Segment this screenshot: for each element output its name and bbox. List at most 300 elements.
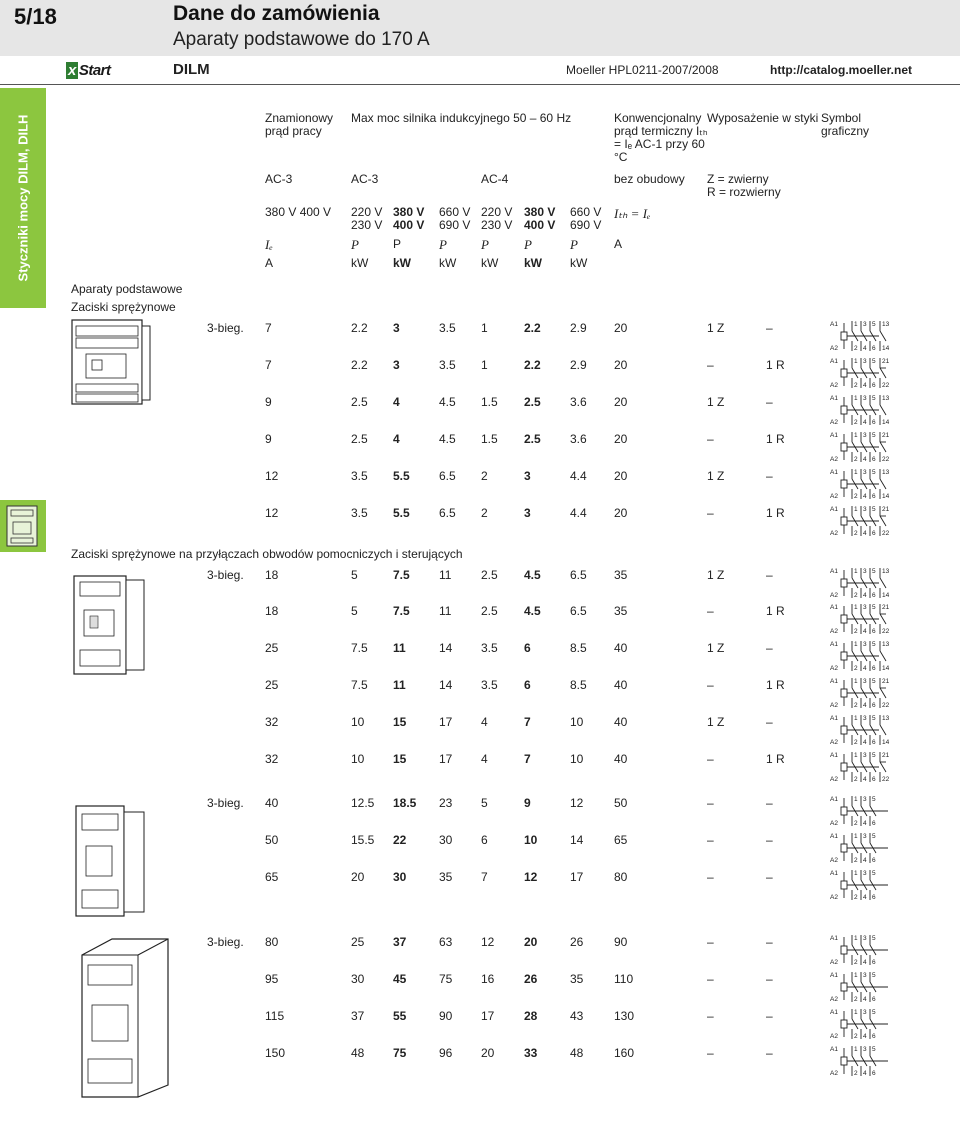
pole-terminal-bottom: 2 xyxy=(854,857,858,864)
table-cell-p6: 8.5 xyxy=(570,678,587,692)
table-cell-ie: 9 xyxy=(265,395,272,409)
table-cell-p4: 1 xyxy=(481,358,488,372)
table-cell-p5: 6 xyxy=(524,641,531,655)
catalog-reference: Moeller HPL0211-2007/2008 xyxy=(566,63,719,77)
table-cell-p3: 23 xyxy=(439,796,453,810)
coil-terminal-a2: A2 xyxy=(830,530,838,537)
pole-terminal-top: 1 xyxy=(854,469,858,476)
coil-shape xyxy=(841,763,847,771)
table-cell-ith: 40 xyxy=(614,641,628,655)
coil-shape xyxy=(841,689,847,697)
table-cell-p6: 10 xyxy=(570,715,584,729)
no-enclosure-label: bez obudowy xyxy=(614,172,685,186)
table-cell-p2: 75 xyxy=(393,1046,407,1060)
table-cell-p6: 3.6 xyxy=(570,395,587,409)
symbol-cell xyxy=(830,794,892,831)
table-cell-r: – xyxy=(766,469,773,483)
pole-terminal-top: 5 xyxy=(872,641,876,648)
table-cell-ie: 12 xyxy=(265,506,279,520)
aux-contact-blade xyxy=(880,442,886,452)
coil-shape xyxy=(841,615,847,623)
pole-terminal-top: 3 xyxy=(863,432,867,439)
table-cell-p5: 20 xyxy=(524,935,538,949)
table-cell-p5: 3 xyxy=(524,469,531,483)
table-cell-p1: 12.5 xyxy=(351,796,375,810)
aux-contact-blade xyxy=(880,762,886,772)
table-cell-p3: 11 xyxy=(439,604,452,618)
pole-terminal-top: 3 xyxy=(863,678,867,685)
table-cell-p6: 4.4 xyxy=(570,506,587,520)
col-symbol: Symbol graficzny xyxy=(821,111,870,138)
table-cell-p2: 15 xyxy=(393,752,407,766)
table-cell-ie: 25 xyxy=(265,641,279,655)
table-cell-p2: 15 xyxy=(393,715,407,729)
table-cell-p6: 14 xyxy=(570,833,584,847)
coil-shape xyxy=(841,369,847,377)
pole-terminal-bottom: 2 xyxy=(854,1033,858,1040)
product-image-dilm80 xyxy=(72,935,172,1103)
table-cell-p2: 4 xyxy=(393,432,400,446)
contact-symbol-icon xyxy=(830,319,892,353)
pole-terminal-bottom: 6 xyxy=(872,1070,876,1077)
table-cell-p5: 28 xyxy=(524,1009,538,1023)
pole-terminal-bottom: 2 xyxy=(854,702,858,709)
aux-terminal-bottom: 14 xyxy=(882,345,890,352)
aux-terminal-bottom: 22 xyxy=(882,628,890,635)
aux-contact-blade xyxy=(880,651,886,661)
table-cell-p4: 6 xyxy=(481,833,488,847)
pole-terminal-bottom: 2 xyxy=(854,739,858,746)
pole-terminal-top: 1 xyxy=(854,604,858,611)
symbol-cell xyxy=(830,319,892,356)
pole-terminal-top: 1 xyxy=(854,641,858,648)
pole-terminal-top: 1 xyxy=(854,395,858,402)
table-cell-ie: 18 xyxy=(265,604,279,618)
aux-terminal-bottom: 22 xyxy=(882,776,890,783)
table-cell-z: – xyxy=(707,972,714,986)
pole-label-4: 3-bieg. xyxy=(207,935,244,949)
coil-terminal-a1: A1 xyxy=(830,506,838,513)
table-cell-p5: 12 xyxy=(524,870,538,884)
table-cell-p3: 14 xyxy=(439,641,453,655)
symbol-cell xyxy=(830,750,892,787)
symbol-cell xyxy=(830,602,892,639)
table-cell-p5: 33 xyxy=(524,1046,538,1060)
unit-kw-1: kW xyxy=(351,256,369,270)
pole-terminal-bottom: 4 xyxy=(863,592,867,599)
side-tab-label: Styczniki mocy DILM, DILH xyxy=(15,114,31,282)
pole-terminal-bottom: 4 xyxy=(863,493,867,500)
contact-symbol-icon xyxy=(830,750,892,784)
table-cell-ie: 40 xyxy=(265,796,279,810)
table-cell-p6: 3.6 xyxy=(570,432,587,446)
coil-terminal-a1: A1 xyxy=(830,752,838,759)
symbol-p-3: P xyxy=(439,237,447,252)
contact-symbol-icon xyxy=(830,970,892,1004)
table-cell-p2: 4 xyxy=(393,395,400,409)
table-cell-r: 1 R xyxy=(766,752,785,766)
contact-symbol-icon xyxy=(830,676,892,710)
logo-text: Start xyxy=(78,62,111,79)
coil-terminal-a2: A2 xyxy=(830,894,838,901)
table-cell-z: – xyxy=(707,678,714,692)
table-cell-p2: 3 xyxy=(393,358,400,372)
pole-terminal-bottom: 4 xyxy=(863,702,867,709)
pole-terminal-top: 1 xyxy=(854,1009,858,1016)
coil-terminal-a2: A2 xyxy=(830,857,838,864)
table-cell-ie: 32 xyxy=(265,715,279,729)
table-cell-r: 1 R xyxy=(766,604,785,618)
table-cell-p4: 1.5 xyxy=(481,432,498,446)
pole-terminal-top: 5 xyxy=(872,1046,876,1053)
table-cell-p1: 3.5 xyxy=(351,469,368,483)
table-cell-p4: 16 xyxy=(481,972,495,986)
table-cell-r: – xyxy=(766,321,773,335)
voltage-380-400-bold: 380 V 400 V xyxy=(393,205,425,232)
coil-terminal-a2: A2 xyxy=(830,456,838,463)
coil-terminal-a2: A2 xyxy=(830,628,838,635)
table-cell-z: 1 Z xyxy=(707,469,725,483)
table-cell-p4: 3.5 xyxy=(481,678,498,692)
table-cell-p4: 2.5 xyxy=(481,604,498,618)
coil-shape xyxy=(841,844,847,852)
pole-terminal-top: 3 xyxy=(863,833,867,840)
coil-shape xyxy=(841,517,847,525)
pole-terminal-top: 3 xyxy=(863,715,867,722)
contact-symbol-icon xyxy=(830,504,892,538)
aux-contact-blade xyxy=(880,688,886,698)
coil-terminal-a1: A1 xyxy=(830,715,838,722)
pole-terminal-bottom: 6 xyxy=(872,345,876,352)
aux-terminal-bottom: 14 xyxy=(882,739,890,746)
voltage-380-400-ac4: 380 V 400 V xyxy=(524,205,556,232)
table-cell-z: – xyxy=(707,432,714,446)
aux-terminal-top: 13 xyxy=(882,568,890,575)
coil-shape xyxy=(841,983,847,991)
table-cell-p1: 2.2 xyxy=(351,321,368,335)
table-cell-r: – xyxy=(766,796,773,810)
pole-terminal-top: 3 xyxy=(863,1009,867,1016)
pole-terminal-top: 5 xyxy=(872,321,876,328)
pole-terminal-bottom: 4 xyxy=(863,820,867,827)
table-cell-p6: 48 xyxy=(570,1046,584,1060)
voltage-380-400: 380 V 400 V xyxy=(265,205,332,219)
table-cell-r: – xyxy=(766,870,773,884)
coil-shape xyxy=(841,946,847,954)
table-cell-p4: 17 xyxy=(481,1009,495,1023)
table-cell-r: 1 R xyxy=(766,358,785,372)
symbol-cell xyxy=(830,639,892,676)
coil-terminal-a2: A2 xyxy=(830,996,838,1003)
coil-terminal-a2: A2 xyxy=(830,1070,838,1077)
symbol-p-2: P xyxy=(393,237,402,251)
table-cell-p3: 75 xyxy=(439,972,453,986)
table-cell-p3: 11 xyxy=(439,568,452,582)
table-cell-p2: 5.5 xyxy=(393,469,410,483)
logo-x: x xyxy=(68,62,76,79)
pole-terminal-top: 5 xyxy=(872,604,876,611)
table-cell-z: – xyxy=(707,796,714,810)
table-cell-z: – xyxy=(707,358,714,372)
table-cell-p6: 2.9 xyxy=(570,358,587,372)
pole-terminal-top: 3 xyxy=(863,641,867,648)
symbol-cell xyxy=(830,676,892,713)
pole-terminal-top: 3 xyxy=(863,358,867,365)
coil-terminal-a2: A2 xyxy=(830,665,838,672)
table-cell-r: – xyxy=(766,395,773,409)
pole-terminal-top: 1 xyxy=(854,972,858,979)
table-cell-p5: 4.5 xyxy=(524,604,541,618)
pole-terminal-top: 3 xyxy=(863,935,867,942)
contact-symbol-icon xyxy=(830,602,892,636)
symbol-cell xyxy=(830,467,892,504)
pole-terminal-top: 1 xyxy=(854,796,858,803)
coil-terminal-a2: A2 xyxy=(830,739,838,746)
coil-terminal-a2: A2 xyxy=(830,345,838,352)
table-cell-ie: 50 xyxy=(265,833,279,847)
symbol-p-1: P xyxy=(351,237,359,252)
table-cell-p1: 2.5 xyxy=(351,432,368,446)
pole-terminal-top: 5 xyxy=(872,678,876,685)
pole-label-2: 3-bieg. xyxy=(207,568,244,582)
table-cell-p3: 6.5 xyxy=(439,469,456,483)
table-cell-p3: 96 xyxy=(439,1046,453,1060)
aux-terminal-bottom: 14 xyxy=(882,493,890,500)
section-basic-units: Aparaty podstawowe xyxy=(71,282,183,296)
col-thermal-current: Konwencjonalny prąd termiczny Iₜₕ = Iₑ AC-1 przy 60 °C xyxy=(614,111,708,164)
pole-terminal-bottom: 2 xyxy=(854,493,858,500)
coil-terminal-a1: A1 xyxy=(830,568,838,575)
unit-a: A xyxy=(265,256,274,270)
pole-terminal-top: 5 xyxy=(872,395,876,402)
contact-symbol-icon xyxy=(830,831,892,865)
aux-terminal-bottom: 22 xyxy=(882,382,890,389)
table-cell-p1: 7.5 xyxy=(351,678,368,692)
table-cell-ie: 95 xyxy=(265,972,279,986)
pole-terminal-bottom: 2 xyxy=(854,665,858,672)
table-cell-p4: 4 xyxy=(481,715,488,729)
unit-a-ith: A xyxy=(614,237,623,251)
aux-contact-blade xyxy=(880,331,886,341)
table-cell-z: – xyxy=(707,935,714,949)
pole-terminal-bottom: 6 xyxy=(872,739,876,746)
section-spring-aux-terminals: Zaciski sprężynowe na przyłączach obwodów pomocniczych i sterujących xyxy=(71,547,463,561)
table-cell-p5: 3 xyxy=(524,506,531,520)
voltage-220-230-ac4: 220 V 230 V xyxy=(481,205,513,232)
contact-symbol-icon xyxy=(830,1044,892,1078)
ith-equals-ie: Iₜₕ = Iₑ xyxy=(614,206,651,221)
pole-terminal-top: 1 xyxy=(854,321,858,328)
table-cell-p4: 7 xyxy=(481,870,488,884)
table-cell-p4: 4 xyxy=(481,752,488,766)
table-cell-ie: 32 xyxy=(265,752,279,766)
table-cell-p1: 48 xyxy=(351,1046,365,1060)
pole-terminal-top: 3 xyxy=(863,870,867,877)
table-cell-p2: 37 xyxy=(393,935,407,949)
pole-terminal-bottom: 2 xyxy=(854,456,858,463)
aux-contact-blade xyxy=(880,368,886,378)
table-cell-p1: 10 xyxy=(351,715,365,729)
aux-terminal-top: 13 xyxy=(882,395,890,402)
symbol-cell xyxy=(830,713,892,750)
pole-terminal-bottom: 6 xyxy=(872,959,876,966)
pole-terminal-top: 1 xyxy=(854,870,858,877)
table-cell-p4: 2 xyxy=(481,469,488,483)
pole-terminal-top: 3 xyxy=(863,604,867,611)
aux-terminal-top: 13 xyxy=(882,469,890,476)
table-cell-ith: 65 xyxy=(614,833,628,847)
table-cell-p2: 5.5 xyxy=(393,506,410,520)
section-spring-terminals: Zaciski sprężynowe xyxy=(71,300,176,314)
coil-terminal-a2: A2 xyxy=(830,776,838,783)
pole-terminal-bottom: 6 xyxy=(872,628,876,635)
pole-terminal-top: 1 xyxy=(854,935,858,942)
table-cell-p6: 17 xyxy=(570,870,584,884)
table-cell-p5: 7 xyxy=(524,752,531,766)
pole-terminal-bottom: 4 xyxy=(863,456,867,463)
aux-terminal-top: 13 xyxy=(882,641,890,648)
pole-label-1: 3-bieg. xyxy=(207,321,244,335)
contact-symbol-icon xyxy=(830,430,892,464)
pole-terminal-bottom: 4 xyxy=(863,776,867,783)
table-cell-p3: 90 xyxy=(439,1009,453,1023)
aux-contact-blade xyxy=(880,614,886,624)
coil-terminal-a1: A1 xyxy=(830,796,838,803)
table-cell-p3: 6.5 xyxy=(439,506,456,520)
table-cell-p1: 30 xyxy=(351,972,365,986)
table-cell-r: 1 R xyxy=(766,432,785,446)
coil-terminal-a1: A1 xyxy=(830,321,838,328)
table-cell-p6: 12 xyxy=(570,796,584,810)
table-cell-p2: 11 xyxy=(393,678,406,692)
table-cell-ie: 80 xyxy=(265,935,279,949)
symbol-cell xyxy=(830,430,892,467)
page-number: 5/18 xyxy=(14,4,57,29)
table-cell-p6: 10 xyxy=(570,752,584,766)
pole-terminal-top: 1 xyxy=(854,358,858,365)
xstart-logo xyxy=(66,62,111,79)
symbol-cell xyxy=(830,566,892,603)
pole-terminal-bottom: 4 xyxy=(863,530,867,537)
coil-terminal-a1: A1 xyxy=(830,604,838,611)
aux-terminal-bottom: 14 xyxy=(882,419,890,426)
table-cell-p1: 10 xyxy=(351,752,365,766)
coil-terminal-a2: A2 xyxy=(830,419,838,426)
table-cell-r: – xyxy=(766,1046,773,1060)
table-cell-r: 1 R xyxy=(766,678,785,692)
voltage-660-690-ac4: 660 V 690 V xyxy=(570,205,602,232)
coil-terminal-a2: A2 xyxy=(830,592,838,599)
table-cell-p1: 20 xyxy=(351,870,365,884)
pole-terminal-bottom: 6 xyxy=(872,857,876,864)
table-cell-p2: 3 xyxy=(393,321,400,335)
table-cell-p2: 18.5 xyxy=(393,796,417,810)
pole-terminal-top: 5 xyxy=(872,1009,876,1016)
coil-shape xyxy=(841,1020,847,1028)
table-cell-p6: 8.5 xyxy=(570,641,587,655)
table-cell-p3: 30 xyxy=(439,833,453,847)
catalog-link[interactable]: http://catalog.moeller.net xyxy=(770,63,913,77)
pole-terminal-bottom: 6 xyxy=(872,820,876,827)
symbol-cell xyxy=(830,1007,892,1044)
table-cell-p3: 35 xyxy=(439,870,453,884)
table-cell-z: – xyxy=(707,604,714,618)
coil-terminal-a1: A1 xyxy=(830,678,838,685)
pole-terminal-top: 3 xyxy=(863,972,867,979)
symbol-cell xyxy=(830,933,892,970)
pole-terminal-top: 3 xyxy=(863,469,867,476)
coil-shape xyxy=(841,332,847,340)
table-cell-ith: 160 xyxy=(614,1046,635,1060)
coil-shape xyxy=(841,579,847,587)
aux-terminal-top: 21 xyxy=(882,358,890,365)
product-image-dilm18 xyxy=(70,570,150,683)
aux-terminal-bottom: 22 xyxy=(882,702,890,709)
col-max-power: Max moc silnika indukcyjnego 50 – 60 Hz xyxy=(351,111,572,125)
table-cell-p2: 11 xyxy=(393,641,406,655)
aux-terminal-bottom: 14 xyxy=(882,665,890,672)
aux-contact-blade xyxy=(880,578,886,588)
unit-kw-2: kW xyxy=(393,256,411,270)
table-cell-z: – xyxy=(707,1046,714,1060)
table-cell-p2: 55 xyxy=(393,1009,407,1023)
contact-symbol-icon xyxy=(830,713,892,747)
unit-kw-3: kW xyxy=(439,256,457,270)
pole-terminal-bottom: 4 xyxy=(863,1033,867,1040)
coil-shape xyxy=(841,807,847,815)
table-cell-p1: 5 xyxy=(351,604,358,618)
coil-shape xyxy=(841,652,847,660)
symbol-p-6: P xyxy=(570,237,578,252)
aux-terminal-top: 21 xyxy=(882,432,890,439)
symbol-p-5: P xyxy=(524,237,532,252)
table-cell-p6: 6.5 xyxy=(570,568,587,582)
voltage-220-230: 220 V 230 V xyxy=(351,205,383,232)
pole-terminal-bottom: 6 xyxy=(872,592,876,599)
contact-symbol-icon xyxy=(830,356,892,390)
pole-terminal-top: 5 xyxy=(872,752,876,759)
table-cell-p1: 7.5 xyxy=(351,641,368,655)
aux-terminal-top: 21 xyxy=(882,604,890,611)
contact-symbol-icon xyxy=(830,467,892,501)
table-cell-ie: 150 xyxy=(265,1046,286,1060)
pole-terminal-top: 3 xyxy=(863,568,867,575)
pole-terminal-top: 5 xyxy=(872,568,876,575)
table-cell-z: – xyxy=(707,833,714,847)
table-cell-ith: 35 xyxy=(614,604,628,618)
table-cell-p1: 25 xyxy=(351,935,365,949)
aux-terminal-bottom: 22 xyxy=(882,456,890,463)
table-cell-p1: 37 xyxy=(351,1009,365,1023)
util-ac3-b: AC-3 xyxy=(351,172,379,186)
pole-terminal-bottom: 4 xyxy=(863,857,867,864)
table-cell-p1: 3.5 xyxy=(351,506,368,520)
pole-terminal-bottom: 2 xyxy=(854,345,858,352)
aux-contact-blade xyxy=(880,725,886,735)
table-cell-z: 1 Z xyxy=(707,715,725,729)
coil-terminal-a1: A1 xyxy=(830,833,838,840)
table-cell-z: 1 Z xyxy=(707,568,725,582)
coil-terminal-a1: A1 xyxy=(830,870,838,877)
table-cell-ith: 40 xyxy=(614,715,628,729)
pole-terminal-bottom: 6 xyxy=(872,493,876,500)
pole-terminal-bottom: 4 xyxy=(863,628,867,635)
pole-terminal-top: 3 xyxy=(863,1046,867,1053)
symbol-cell xyxy=(830,831,892,868)
contact-symbol-icon xyxy=(830,794,892,828)
table-cell-z: – xyxy=(707,752,714,766)
table-cell-p5: 2.5 xyxy=(524,432,541,446)
